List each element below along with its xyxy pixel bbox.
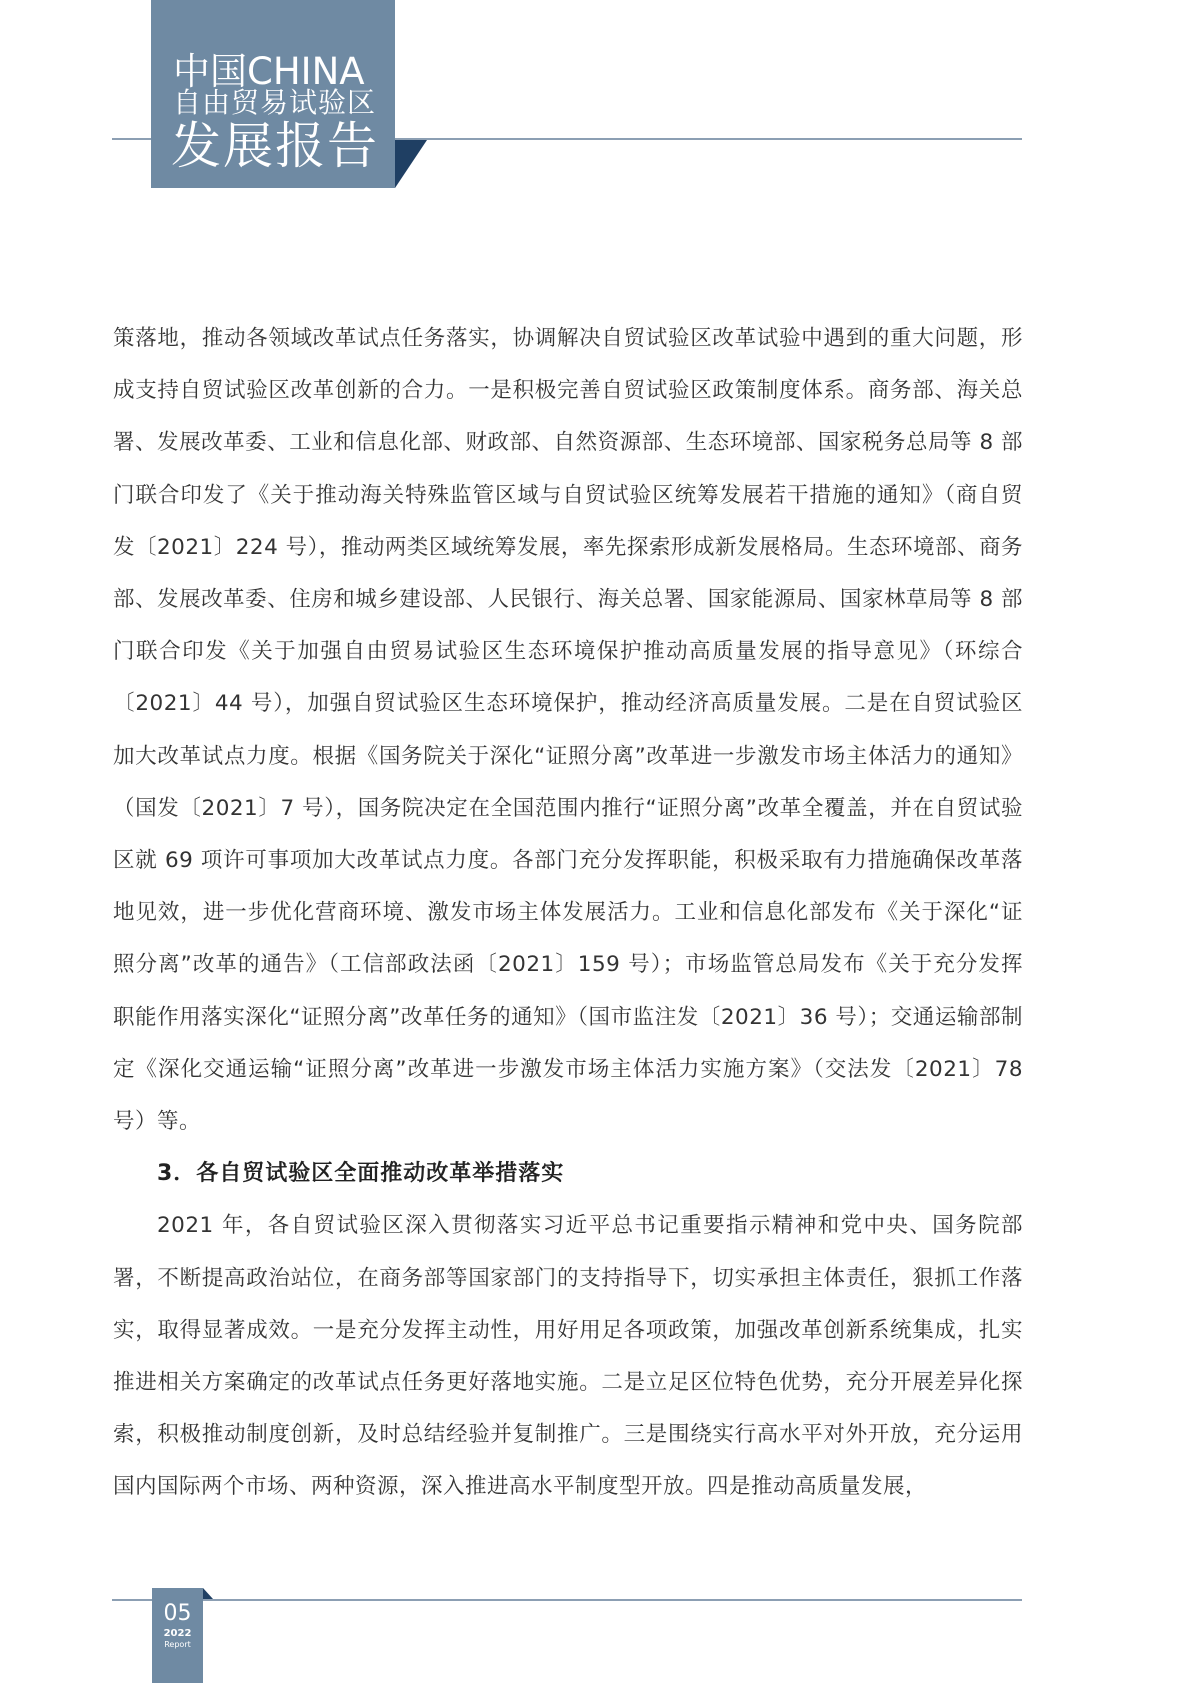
page-number: 05: [163, 1601, 192, 1626]
header-title-line3: 发展报告: [171, 117, 379, 175]
header-banner-notch: [395, 140, 427, 188]
page-body: [113, 313, 1023, 1514]
footer-rule: [112, 1599, 1022, 1601]
footer-year: 2022: [163, 1628, 192, 1639]
footer-report-label: Report: [164, 1640, 191, 1649]
footer-tab-notch: [203, 1588, 213, 1599]
header-title-line1: 中国CHINA: [173, 50, 365, 93]
body-paragraph-2: 2021 年，各自贸试验区深入贯彻落实习近平总书记重要指示精神和党中央、国务院部署，不断提高政治站位，在商务部等国家部门的支持指导下，切实承担主体责任，狠抓工作落实，取得显著成效。一是充分发挥主动性，用好用足各项政策，加强改革创新系统集成，扎实推进相关方案确定的改革试点任务更好落地实施。二是立足区位特色优势，充分开展差异化探索，积极推动制度创新，及时总结经验并复制推广。三是围绕实行高水平对外开放，充分运用国内国际两个市场、两种资源，深入推进高水平制度型开放。四是推动高质量发展，: [113, 1213, 1023, 1500]
section-heading: 3．各自贸试验区全面推动改革举措落实: [157, 1161, 565, 1187]
header-title-line2: 自由贸易试验区: [173, 86, 377, 119]
body-paragraph-1: 策落地，推动各领域改革试点任务落实，协调解决自贸试验区改革试验中遇到的重大问题，形成支持自贸试验区改革创新的合力。一是积极完善自贸试验区政策制度体系。商务部、海关总署、发展改革委、工业和信息化部、财政部、自然资源部、生态环境部、国家税务总局等 8 部门联合印发了《关于推动海关特殊监管区域与自贸试验区统筹发展若干措施的通知》（商自贸发〔2021〕224 号），推动两类区域统筹发展，率先探索形成新发展格局。生态环境部、商务部、发展改革委、住房和城乡建设部、人民银行、海关总署、国家能源局、国家林草局等 8 部门联合印发《关于加强自由贸易试验区生态环境保护推动高质量发展的指导意见》（环综合〔2021〕44 号），加强自贸试验区生态环境保护，推动经济高质量发展。二是在自贸试验区加大改革试点力度。根据《国务院关于深化“证照分离”改革进一步激发市场主体活力的通知》（国发〔2021〕7 号），国务院决定在全国范围内推行“证照分离”改革全覆盖，并在自贸试验区就 69 项许可事项加大改革试点力度。各部门充分发挥职能，积极采取有力措施确保改革落地见效，进一步优化营商环境、激发市场主体发展活力。工业和信息化部发布《关于深化“证照分离”改革的通告》（工信部政法函〔2021〕159 号）；市场监管总局发布《关于充分发挥职能作用落实深化“证照分离”改革任务的通知》（国市监注发〔2021〕36 号）；交通运输部制定《深化交通运输“证照分离”改革进一步激发市场主体活力实施方案》（交法发〔2021〕78 号）等。: [113, 326, 1023, 1135]
